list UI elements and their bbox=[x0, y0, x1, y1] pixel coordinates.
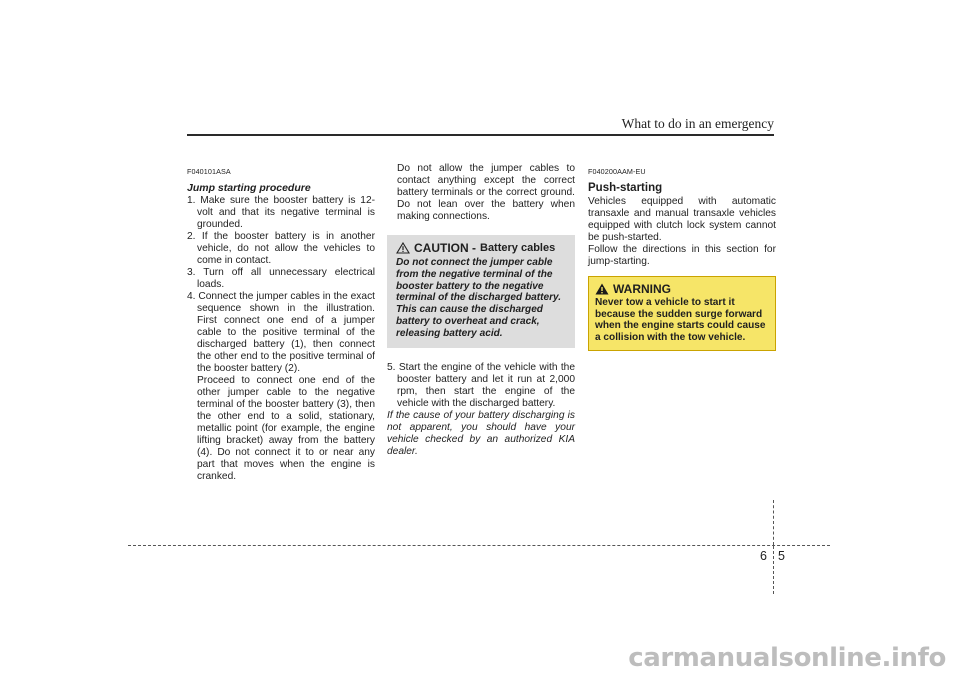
caution-subtitle: Battery cables bbox=[480, 242, 556, 254]
paragraph: Proceed to connect one end of the other jumper cable to the negative terminal of the booster battery (3), then the other end to a solid, stationary, metallic point (for example, the engine lifting bracket) away from the battery (4). Do not connect it to or near any part that moves when the engine is cranked. bbox=[197, 375, 375, 482]
list-item: 1. Make sure the booster battery is 12-volt and that its negative terminal is grounded. bbox=[187, 195, 375, 230]
chapter-number: 6 bbox=[760, 549, 767, 563]
crop-mark-vertical bbox=[773, 500, 774, 545]
list-item: 4. Connect the jumper cables in the exact sequence shown in the illustration. First connect one end of a jumper cable to the positive terminal of the discharged battery (1), then connect the other end to the positive terminal of the booster battery (2). bbox=[187, 291, 375, 374]
page-divider bbox=[773, 546, 774, 594]
paragraph: Follow the directions in this section for jump-starting. bbox=[588, 244, 776, 267]
page-number: 5 bbox=[778, 549, 785, 563]
warning-text: Never tow a vehicle to start it because the sudden surge forward when the engine starts could cause a collision with the tow vehicle. bbox=[595, 297, 766, 343]
caution-title bbox=[396, 242, 568, 254]
warning-label: WARNING bbox=[613, 282, 671, 296]
page-header-title: What to do in an emergency bbox=[621, 116, 774, 131]
watermark-text: carmanualsonline.info bbox=[628, 643, 946, 673]
list-item: 2. If the booster battery is in another vehicle, do not allow the vehicles to come in contact. bbox=[187, 231, 375, 266]
caution-text: Do not connect the jumper cable from the negative terminal of the booster battery to the negative terminal of the discharged battery. This can cause the discharged battery to overheat and crack, releasing battery acid. bbox=[396, 257, 562, 339]
list-item: 3. Turn off all unnecessary electrical loads. bbox=[187, 267, 375, 290]
column-3 bbox=[588, 163, 776, 351]
steps-list bbox=[387, 362, 575, 410]
caution-box bbox=[387, 235, 575, 348]
caution-triangle-icon bbox=[396, 242, 410, 254]
column-2 bbox=[387, 163, 575, 458]
paragraph: Vehicles equipped with automatic transaxle and manual transaxle vehicles equipped with clutch lock system cannot be push-started. bbox=[588, 196, 776, 243]
caution-label: CAUTION - bbox=[414, 241, 476, 255]
header-rule bbox=[187, 134, 774, 136]
column-1 bbox=[187, 163, 375, 483]
warning-title bbox=[595, 283, 769, 295]
paragraph: Do not allow the jumper cables to contact anything except the correct battery terminals or the correct ground. Do not lean over the battery when making connections. bbox=[397, 163, 575, 222]
warning-box bbox=[588, 276, 776, 351]
list-item: 5. Start the engine of the vehicle with the booster battery and let it run at 2,000 rpm, then start the engine of the vehicle with the discharged battery. bbox=[387, 361, 575, 409]
steps-list bbox=[187, 195, 375, 375]
section-code: F040200AAM-EU bbox=[588, 167, 646, 176]
section-subheading: Jump starting procedure bbox=[187, 182, 311, 194]
note-text: If the cause of your battery discharging is not apparent, you should have your vehicle checked by an authorized KIA dealer. bbox=[387, 409, 575, 457]
footer-rule bbox=[128, 545, 830, 546]
section-code: F040101ASA bbox=[187, 167, 231, 176]
section-subheading: Push-starting bbox=[588, 182, 663, 194]
warning-triangle-icon bbox=[595, 283, 609, 295]
